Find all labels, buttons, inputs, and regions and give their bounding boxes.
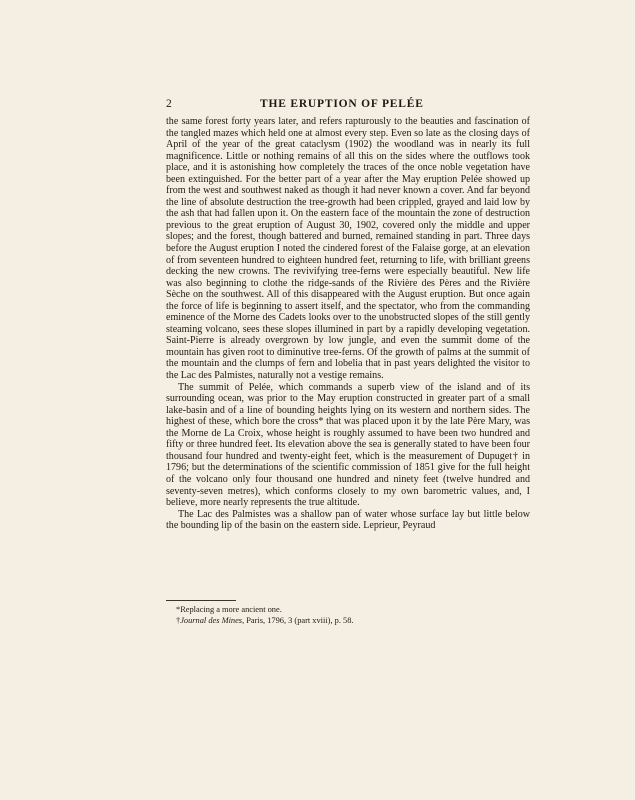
footnote-2-title: Journal des Mines <box>180 616 243 625</box>
paragraph-2: The summit of Pelée, which commands a superb view of the island and of its surrounding ocean, was prior to the May eruption constructed in greater part of a small lake-basin and of a line of bounding heights lying on its western and northern sides. The highest of these, which bore the cross* that was placed upon it by the late Père Mary, was the Morne de La Croix, whose height is roughly assumed to have been two hundred and fifty or three hundred feet. Its elevation above the sea is generally stated to have been four thousand four hundred and twenty-eight feet, which is the measurement of Dupuget† in 1796; but the determinations of the scientific commission of 1851 give for the full height of the volcano only four thousand one hundred and ninety feet (twelve hundred and seventy-seven metres), which conforms closely to my own barometric values, and, I believe, more nearly represents the true altitude. <box>166 381 530 509</box>
footnote-2 <box>176 615 516 626</box>
page-number: 2 <box>166 98 173 110</box>
footnote-2-mark: † <box>176 616 181 625</box>
footnote-2-rest: , Paris, 1796, 3 (part xviii), p. 58. <box>242 616 354 625</box>
footnote-rule <box>166 600 236 601</box>
paragraph-3: The Lac des Palmistes was a shallow pan of water whose surface lay but little below the bounding lip of the basin on the eastern side. Leprieur, Peyraud <box>166 508 530 532</box>
footnotes <box>176 604 516 626</box>
body-text <box>166 116 530 532</box>
footnote-1: *Replacing a more ancient one. <box>176 605 282 614</box>
running-title: THE ERUPTION OF PELÉE <box>260 98 424 110</box>
paragraph-1: the same forest forty years later, and refers rapturously to the beauties and fascination of the tangled mazes which held one at almost every step. Even so late as the closing days of April of the year of the great cataclysm (1902) the woodland was in nearly its full magnificence. Little or nothing remains of all this on the sides where the outflows took place, and it is astonishing how completely the traces of the once noble vegetation have been extinguished. For the better part of a year after the May eruption Pelée showed up from the west and southwest naked as though it had never known a cover. And far beyond the line of absolute destruction the tree-growth had been crippled, grayed and laid low by the ash that had fallen upon it. On the eastern face of the mountain the zone of destruction previous to the great eruption of August 30, 1902, covered only the middle and upper slopes; and the forest, though battered and burned, remained standing in part. Three days before the August eruption I noted the cindered forest of the Falaise gorge, at an elevation of from seventeen hundred to eighteen hundred feet, returning to life, with brilliant greens decking the new crowns. The revivifying tree-ferns were especially beautiful. New life was also beginning to clothe the ridge-sands of the Rivière des Pères and the Rivière Sèche on the southwest. All of this disappeared with the August eruption. But once again the force of life is beginning to assert itself, and the spectator, who from the commanding eminence of the Morne des Cadets looks over to the unobstructed slopes of the still gently steaming volcano, sees these slopes illumined in part by a rapidly developing vegetation. Saint-Pierre is already overgrown by low jungle, and even the summit dome of the mountain has given root to diminutive tree-ferns. Of the growth of palms at the summit of the mountain and the clumps of fern and lobelia that in past years delighted the visitor to the Lac des Palmistes, naturally not a vestige remains. <box>166 116 530 382</box>
